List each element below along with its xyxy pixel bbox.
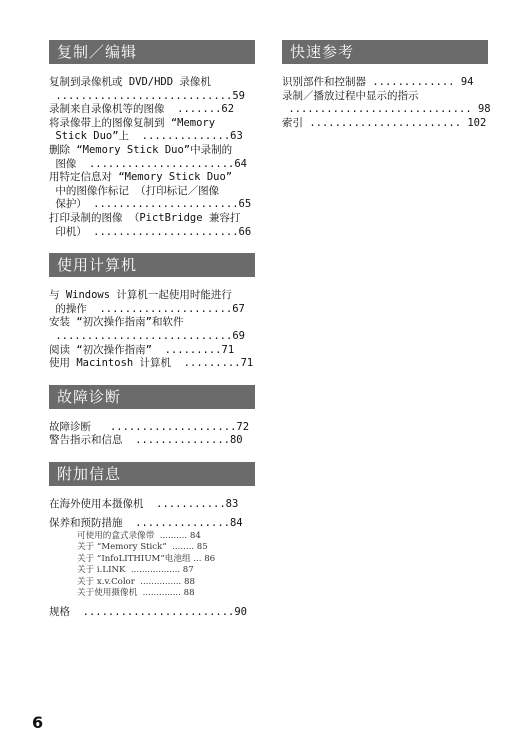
toc-line: 警告指示和信息 ...............80 (49, 434, 243, 447)
toc-entry[interactable] (49, 289, 255, 316)
toc-line: 录制／播放过程中显示的指示 (282, 89, 419, 102)
toc-entry[interactable] (282, 76, 488, 90)
toc-entry[interactable] (49, 316, 255, 343)
section-quick-reference (282, 40, 491, 130)
toc-entry[interactable] (49, 357, 255, 371)
toc-entry[interactable] (49, 498, 255, 512)
toc-entry[interactable] (49, 212, 255, 239)
toc-line: 识别部件和控制器 ............. 94 (282, 76, 474, 88)
toc-line: 使用 Macintosh 计算机 .........71 (49, 357, 254, 370)
toc-entry[interactable] (49, 103, 255, 117)
section-header: 附加信息 (49, 462, 255, 486)
toc-line: ............................. 98 (282, 103, 491, 116)
toc-subentry[interactable]: 关于 “Memory Stick” ........ 85 (77, 542, 208, 553)
toc-entry[interactable] (282, 89, 491, 117)
toc-line: 安装 “初次操作指南”和软件 (49, 316, 184, 329)
section-header: 使用计算机 (49, 253, 255, 277)
toc-list (49, 76, 255, 239)
toc-list (49, 289, 255, 371)
toc-subentry[interactable]: 关于 x.v.Color ............... 88 (77, 576, 195, 587)
toc-entry[interactable] (49, 434, 255, 448)
toc-subentry[interactable]: 可使用的盒式录像带 .......... 84 (77, 531, 201, 542)
toc-list (282, 76, 491, 130)
toc-line: 打印录制的图像 （PictBridge 兼容打 (49, 211, 241, 224)
toc-entry[interactable] (49, 117, 255, 144)
toc-line: 规格 ........................90 (49, 605, 248, 618)
toc-entry[interactable] (49, 171, 255, 212)
toc-line: 图像 .......................64 (49, 157, 248, 170)
toc-line: 故障诊断 ....................72 (49, 420, 250, 433)
toc-line: 保养和预防措施 ...............84 (49, 517, 243, 530)
toc-line: Stick Duo”上 ..............63 (49, 130, 243, 143)
toc-entry[interactable] (49, 344, 255, 358)
toc-line: 复制到录像机或 DVD/HDD 录像机 (49, 76, 211, 88)
toc-list (49, 498, 255, 619)
page-number: 6 (32, 713, 44, 732)
toc-entry[interactable] (282, 117, 488, 131)
section-copy-edit (49, 40, 255, 239)
section-computer (49, 253, 255, 371)
toc-line: 将录像带上的图像复制到 “Memory (49, 116, 216, 129)
section-header: 快速参考 (282, 40, 488, 64)
toc-line: 索引 ........................ 102 (282, 116, 487, 129)
toc-subentry[interactable]: 关于 i.LINK .................. 87 (77, 565, 194, 576)
toc-line: 的操作 .....................67 (49, 302, 245, 315)
toc-line: ............................59 (49, 89, 245, 102)
toc-line: 保护） .......................65 (49, 198, 252, 211)
section-additional-info (49, 462, 255, 619)
toc-line: 在海外使用本摄像机 ...........83 (49, 497, 239, 510)
toc-line: ............................69 (49, 329, 245, 342)
toc-entry[interactable] (49, 606, 255, 620)
toc-line: 印机） .......................66 (49, 225, 252, 238)
toc-subentry[interactable]: 关于使用摄像机 .............. 88 (77, 588, 195, 599)
toc-subentry[interactable]: 关于 “InfoLITHIUM”电池组 ... 86 (77, 553, 216, 564)
left-column (49, 40, 255, 633)
toc-line: 阅读 “初次操作指南” .........71 (49, 343, 235, 356)
section-header: 复制／编辑 (49, 40, 255, 64)
toc-line: 录制来自录像机等的图像 .......62 (49, 103, 235, 116)
toc-entry[interactable] (49, 76, 255, 103)
section-troubleshooting (49, 385, 255, 448)
section-header: 故障诊断 (49, 385, 255, 409)
toc-line: 删除 “Memory Stick Duo”中录制的 (49, 143, 233, 156)
toc-line: 与 Windows 计算机一起使用时能进行 (49, 289, 232, 302)
right-column (282, 40, 491, 144)
toc-entry[interactable] (49, 144, 255, 171)
toc-entry[interactable] (49, 421, 255, 435)
toc-list (49, 421, 255, 448)
toc-line: 用特定信息对 “Memory Stick Duo” (49, 171, 233, 184)
toc-line: 中的图像作标记 （打印标记／图像 (49, 184, 220, 197)
toc-entry[interactable] (49, 517, 255, 531)
